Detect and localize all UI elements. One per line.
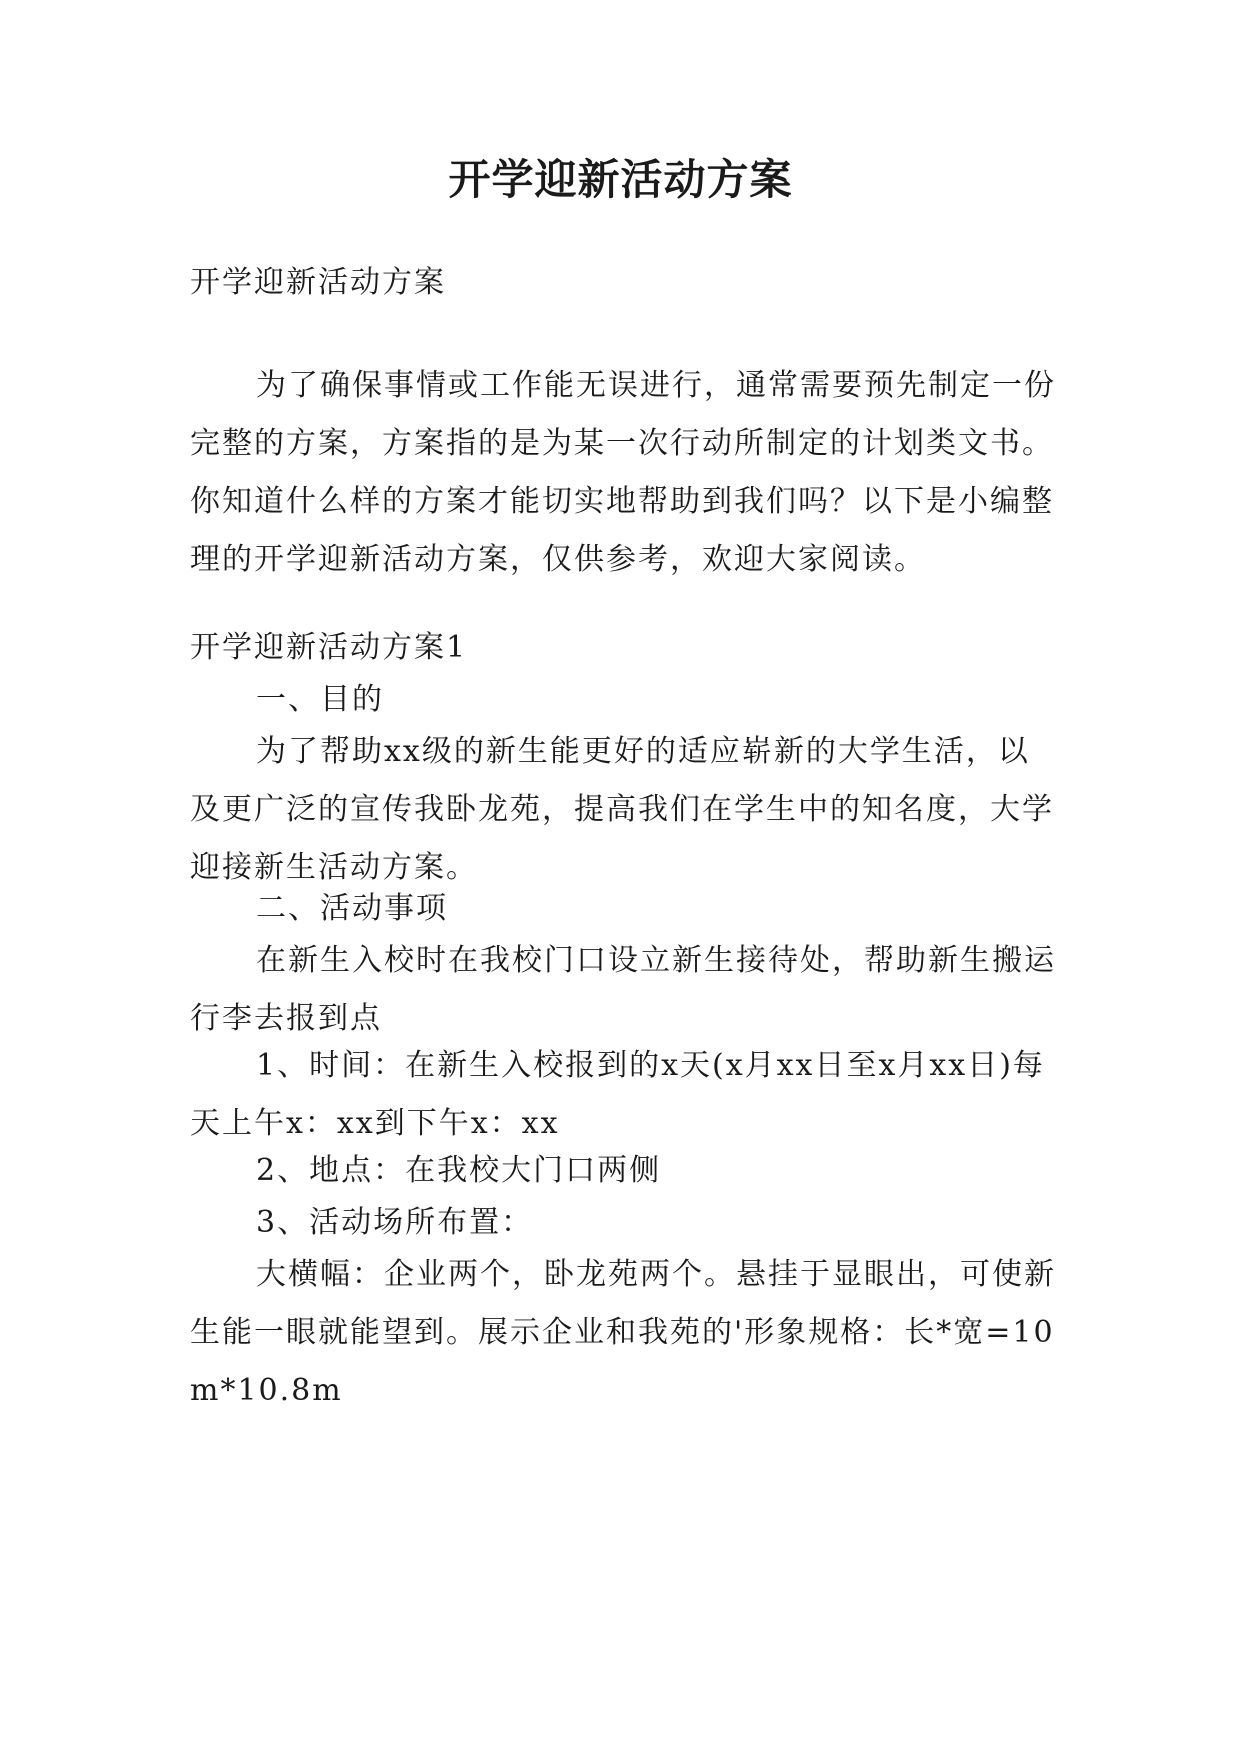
activities-paragraph: 在新生入校时在我校门口设立新生接待处，帮助新生搬运行李去报到点 — [190, 943, 1056, 1036]
item-location: 2、地点：在我校大门口两侧 — [256, 1153, 662, 1188]
section-heading: 开学迎新活动方案1 — [190, 630, 468, 665]
item-venue-setup: 3、活动场所布置： — [256, 1205, 534, 1240]
intro-paragraph: 为了确保事情或工作能无误进行，通常需要预先制定一份完整的方案，方案指的是为某一次行动所制定的计划类文书。你知道什么样的方案才能切实地帮助到我们吗？以下是小编整理的开学迎新活动方案，仅供参考，欢迎大家阅读。 — [190, 368, 1056, 577]
document-title: 开学迎新活动方案 — [448, 155, 793, 204]
purpose-paragraph: 为了帮助xx级的新生能更好的适应崭新的大学生活，以及更广泛的宣传我卧龙苑，提高我们在学生中的知名度，大学迎接新生活动方案。 — [190, 734, 1054, 885]
banner-paragraph: 大横幅：企业两个，卧龙苑两个。悬挂于显眼出，可使新生能一眼就能望到。展示企业和我苑的'形象规格：长*宽=10m*10.8m — [190, 1257, 1056, 1408]
heading-purpose: 一、目的 — [256, 682, 384, 717]
document-subtitle: 开学迎新活动方案 — [190, 265, 446, 300]
item-time: 1、时间：在新生入校报到的x天(x月xx日至x月xx日)每天上午x：xx到下午x：xx — [190, 1048, 1045, 1141]
heading-activities: 二、活动事项 — [256, 891, 448, 926]
